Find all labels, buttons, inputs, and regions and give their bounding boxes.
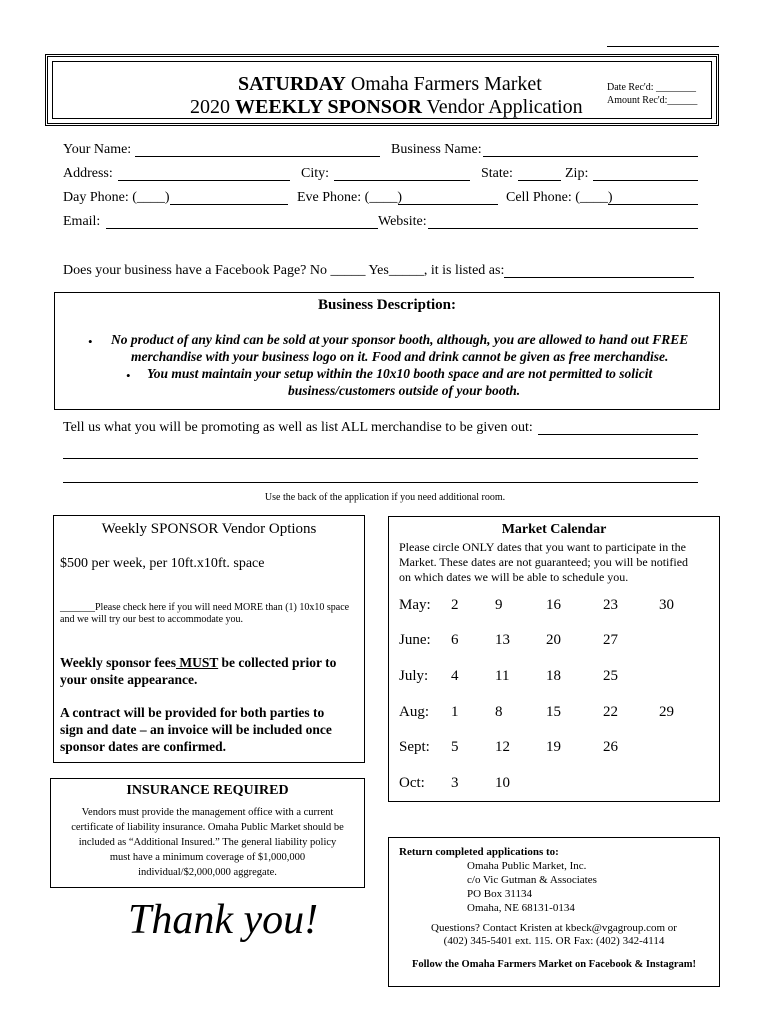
your-name-label: Your Name: [63, 142, 132, 157]
return-heading: Return completed applications to: [399, 846, 559, 858]
return-address-line: PO Box 31134 [467, 888, 532, 900]
calendar-date[interactable]: 8 [495, 704, 503, 720]
cell-phone-label: Cell Phone: (____) [506, 190, 613, 205]
calendar-month: May: [399, 597, 431, 613]
zip-label: Zip: [565, 166, 589, 181]
bullet-1-line-2: merchandise with your business logo on it. Food and drink cannot be given as free merchandise. [131, 349, 669, 364]
fees-text-b: be collected prior to [218, 655, 337, 670]
calendar-date[interactable]: 9 [495, 597, 503, 613]
fees-line-1 [60, 654, 336, 671]
amount-received-label: Amount Rec'd:______ [607, 95, 698, 106]
return-address-line: c/o Vic Gutman & Associates [467, 874, 597, 886]
market-calendar-title: Market Calendar [501, 522, 607, 537]
title-day: SATURDAY [238, 73, 346, 95]
calendar-date[interactable]: 6 [451, 632, 459, 648]
questions-contact: Questions? Contact Kristen at kbeck@vgagroup.com or [431, 922, 677, 934]
calendar-date[interactable]: 22 [603, 704, 618, 720]
facebook-question: Does your business have a Facebook Page? No _____ Yes_____, it is listed as: [63, 263, 505, 278]
phone-fax: (402) 345-5401 ext. 115. OR Fax: (402) 342-4114 [443, 935, 665, 947]
back-of-application-note: Use the back of the application if you need additional room. [264, 492, 506, 503]
eve-phone-field[interactable] [398, 204, 498, 205]
contract-line-1: A contract will be provided for both parties to [60, 705, 325, 720]
calendar-date[interactable]: 23 [603, 597, 618, 613]
more-space-checkbox-line[interactable]: _______Please check here if you will need MORE than (1) 10x10 space [60, 602, 350, 613]
office-use-line [607, 46, 719, 47]
city-field[interactable] [334, 180, 470, 181]
state-field[interactable] [518, 180, 561, 181]
calendar-date[interactable]: 16 [546, 597, 561, 613]
calendar-date[interactable]: 30 [659, 597, 674, 613]
promotion-field-2[interactable] [63, 458, 698, 459]
header-box [45, 54, 719, 126]
contract-line-2: sign and date – an invoice will be included once [60, 722, 332, 737]
title-vendor-application: Vendor Application [421, 96, 583, 118]
thank-you-text: Thank you! [128, 897, 319, 943]
return-address-line: Omaha Public Market, Inc. [467, 860, 587, 872]
calendar-month: Sept: [399, 739, 430, 755]
market-calendar-box [388, 516, 720, 802]
calendar-instruction-line: Market. These dates are not guaranteed; you will be notified [399, 555, 689, 569]
your-name-field[interactable] [135, 156, 380, 157]
calendar-month: July: [399, 668, 429, 684]
day-phone-field[interactable] [170, 204, 288, 205]
insurance-text-line: Vendors must provide the management office with a current [81, 807, 334, 818]
city-label: City: [301, 166, 330, 181]
contract-line-3: sponsor dates are confirmed. [60, 739, 226, 754]
facebook-listing-field[interactable] [504, 277, 694, 278]
sponsor-options-title: Weekly SPONSOR Vendor Options [101, 521, 317, 537]
insurance-title: INSURANCE REQUIRED [126, 783, 289, 798]
title-market: Omaha Farmers Market [345, 73, 542, 95]
calendar-date[interactable]: 1 [451, 704, 459, 720]
calendar-date[interactable]: 25 [603, 668, 618, 684]
title-weekly-sponsor: WEEKLY SPONSOR [235, 96, 422, 118]
business-name-field[interactable] [483, 156, 698, 157]
calendar-date[interactable]: 15 [546, 704, 561, 720]
website-label: Website: [378, 214, 427, 229]
business-description-box [54, 292, 720, 410]
email-field[interactable] [106, 228, 378, 229]
calendar-date[interactable]: 29 [659, 704, 674, 720]
bullet-1-line-1: No product of any kind can be sold at your sponsor booth, although, you are allowed to hand out FREE [111, 332, 689, 347]
follow-social: Follow the Omaha Farmers Market on Facebook & Instagram! [411, 959, 697, 970]
promotion-prompt: Tell us what you will be promoting as well as list ALL merchandise to be given out: [63, 420, 533, 435]
calendar-date[interactable]: 13 [495, 632, 510, 648]
business-name-label: Business Name: [391, 142, 482, 157]
insurance-top-border [51, 778, 364, 779]
title-year: 2020 [190, 96, 235, 118]
business-description-title: Business Description: [318, 297, 456, 313]
sponsor-price: $500 per week, per 10ft.x10ft. space [60, 556, 265, 571]
address-field[interactable] [118, 180, 290, 181]
calendar-date[interactable]: 10 [495, 775, 510, 791]
calendar-month: Aug: [399, 704, 429, 720]
zip-field[interactable] [593, 180, 698, 181]
promotion-field-1[interactable] [538, 434, 698, 435]
cell-phone-field[interactable] [608, 204, 698, 205]
promotion-field-3[interactable] [63, 482, 698, 483]
address-label: Address: [63, 166, 113, 181]
calendar-date[interactable]: 26 [603, 739, 618, 755]
calendar-date[interactable]: 11 [495, 668, 510, 684]
title-line-1 [238, 73, 542, 96]
calendar-date[interactable]: 18 [546, 668, 561, 684]
calendar-date[interactable]: 3 [451, 775, 459, 791]
calendar-instruction-line: on which dates we will be able to schedule you. [399, 570, 629, 584]
insurance-text-line: individual/$2,000,000 aggregate. [138, 867, 277, 878]
calendar-month: June: [399, 632, 431, 648]
bullet-2-line-1: You must maintain your setup within the 10x10 booth space and are not permitted to solicit [147, 366, 653, 381]
return-address-line: Omaha, NE 68131-0134 [467, 902, 575, 914]
fees-line-2: your onsite appearance. [60, 672, 198, 687]
calendar-date[interactable]: 12 [495, 739, 510, 755]
bullet-2: • [126, 368, 131, 383]
sponsor-options-box [53, 515, 365, 763]
calendar-date[interactable]: 5 [451, 739, 459, 755]
state-label: State: [481, 166, 513, 181]
insurance-text-line: certificate of liability insurance. Omaha Public Market should be [71, 822, 344, 833]
day-phone-label: Day Phone: (____) [63, 190, 170, 205]
insurance-box [50, 778, 365, 888]
more-space-note: and we will try our best to accommodate you. [60, 614, 244, 625]
bullet-1: • [88, 334, 93, 349]
calendar-date[interactable]: 2 [451, 597, 459, 613]
date-received-label: Date Rec'd: ________ [607, 82, 697, 93]
email-label: Email: [63, 214, 101, 229]
calendar-date[interactable]: 27 [603, 632, 618, 648]
website-field[interactable] [428, 228, 698, 229]
title-line-2 [190, 96, 583, 119]
fees-text-a: Weekly sponsor fees [60, 655, 177, 670]
bullet-2-line-2: business/customers outside of your booth. [288, 383, 521, 398]
calendar-month: Oct: [399, 775, 425, 791]
calendar-instruction-line: Please circle ONLY dates that you want to participate in the [399, 540, 686, 554]
calendar-date[interactable]: 19 [546, 739, 561, 755]
insurance-text-line: included as “Additional Insured.” The general liability policy [78, 837, 337, 848]
calendar-date[interactable]: 4 [451, 668, 459, 684]
eve-phone-label: Eve Phone: (____) [297, 190, 402, 205]
insurance-text-line: must have a minimum coverage of $1,000,000 [109, 852, 306, 863]
calendar-date[interactable]: 20 [546, 632, 561, 648]
header-inner-border [52, 61, 712, 119]
fees-must: MUST [176, 655, 219, 670]
return-info-box [388, 837, 720, 987]
